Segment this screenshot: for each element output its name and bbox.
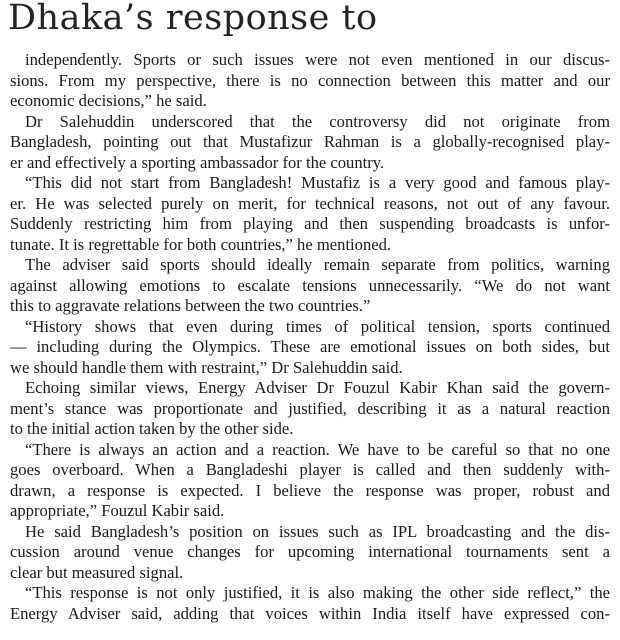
- article-line: this to aggravate relations between the two countries.”: [10, 296, 371, 315]
- article-line: appropriate,” Fouzul Kabir said.: [10, 501, 225, 520]
- article-line: to the initial action taken by the other side.: [10, 419, 294, 438]
- article-line: Suddenly restricting him from playing and then suspending broadcasts is unfor-: [10, 214, 610, 233]
- article-line: we should handle them with restraint,” Dr Salehuddin said.: [10, 357, 403, 377]
- article-body: [10, 50, 610, 624]
- article-line: Echoing similar views, Energy Adviser Dr Fouzul Kabir Khan said the govern-: [25, 378, 610, 397]
- article-line: independently. Sports or such issues were not even mentioned in our discus-: [25, 50, 610, 69]
- article-line: economic decisions,” he said.: [10, 91, 207, 110]
- article-line: Dr Salehuddin underscored that the controversy did not originate from: [25, 111, 610, 131]
- article-line: drawn, a response is expected. I believe the response was proper, robust and: [10, 480, 610, 500]
- article-line: goes overboard. When a Bangladeshi player is called and then suddenly with-: [10, 460, 610, 479]
- article-line: — including during the Olympics. These are emotional issues on both sides, but: [10, 337, 610, 356]
- article-line: The adviser said sports should ideally remain separate from politics, warning: [25, 255, 610, 274]
- article-line: “This response is not only justified, it is also making the other side reflect,” the: [25, 583, 610, 602]
- article-line: Bangladesh, pointing out that Mustafizur Rahman is a globally-recognised play-: [10, 132, 610, 151]
- article-line: against allowing emotions to escalate tensions unnecessarily. “We do not want: [10, 275, 610, 295]
- article-line: ment’s stance was proportionate and justified, describing it as a natural reaction: [10, 398, 610, 418]
- article-line: er and effectively a sporting ambassador for the country.: [10, 152, 385, 172]
- article-line: Energy Adviser said, adding that voices within India itself have expressed con-: [10, 603, 610, 623]
- article-line: er. He was selected purely on merit, for technical reasons, not out of any favour.: [10, 193, 610, 213]
- article-line: He said Bangladesh’s position on issues such as IPL broadcasting and the dis-: [25, 521, 610, 541]
- article-line: clear but measured signal.: [10, 562, 184, 582]
- headline: Dhaka’s response to: [8, 0, 378, 38]
- article-line: “This did not start from Bangladesh! Mustafiz is a very good and famous play-: [25, 173, 610, 192]
- article-line: “There is always an action and a reaction. We have to be careful so that no one: [25, 439, 610, 459]
- article-line: “History shows that even during times of political tension, sports continued: [25, 316, 610, 336]
- article-line: cussion around venue changes for upcoming international tournaments sent a: [10, 542, 610, 561]
- article-line: tunate. It is regrettable for both countries,” he mentioned.: [10, 234, 392, 254]
- article-line: sions. From my perspective, there is no connection between this matter and our: [10, 70, 610, 90]
